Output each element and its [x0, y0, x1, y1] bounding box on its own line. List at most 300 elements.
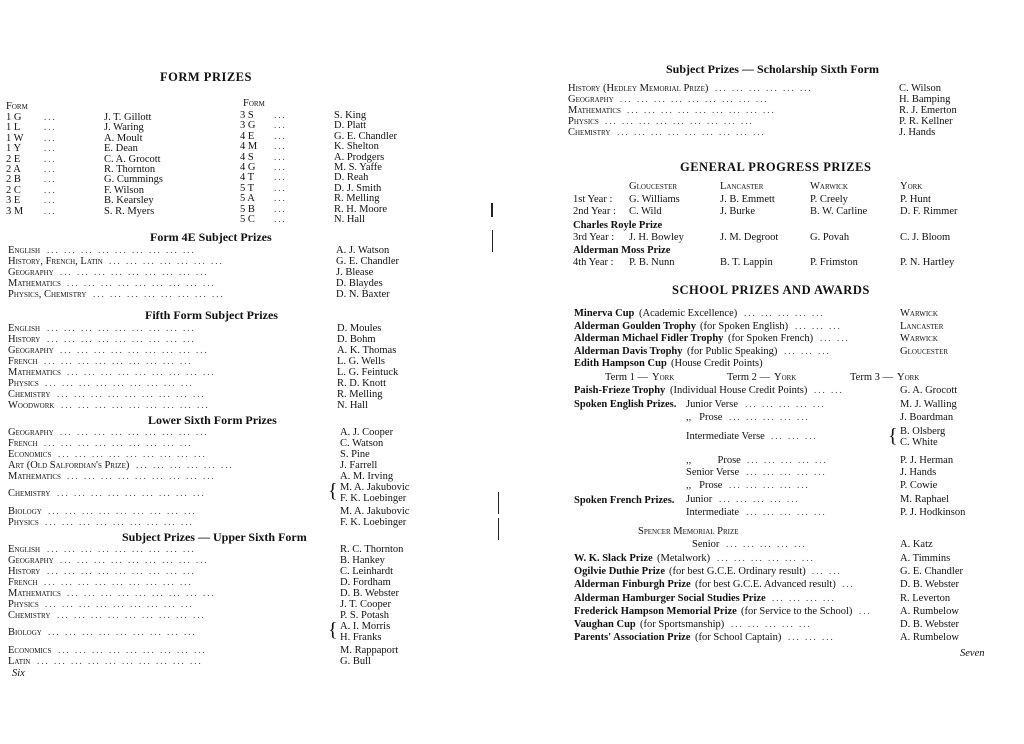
- leader-dots: ...: [44, 154, 57, 164]
- prize-winner: G. Williams: [629, 194, 680, 205]
- prize-winner: R. Thornton: [104, 164, 156, 175]
- lower-sixth-title: Lower Sixth Form Prizes: [148, 413, 277, 427]
- leader-dots: ... ... ...: [784, 346, 831, 356]
- prize-winner: P. Frimston: [810, 257, 858, 268]
- leader-dots: ... ... ... ... ...: [729, 412, 810, 422]
- form-code: 3 S: [240, 110, 254, 121]
- leader-dots: ... ... ... ... ... ... ... ... ...: [44, 577, 193, 587]
- prize-winner: D. Fordham: [340, 577, 391, 588]
- prize-winner: P. Cowie: [900, 480, 938, 491]
- leader-dots: ... ... ... ... ... ... ... ... ...: [47, 245, 196, 255]
- leader-dots: ... ... ... ... ... ... ... ... ...: [60, 345, 209, 355]
- subject-label: English: [8, 245, 41, 256]
- leader-dots: ... ... ... ... ... ... ... ... ...: [60, 427, 209, 437]
- category-label: Junior Verse: [686, 399, 739, 410]
- prize-winner: J. T. Gillott: [104, 112, 152, 123]
- prize-winner: J. Blease: [336, 267, 374, 278]
- term-label: Term 3 —: [850, 372, 894, 383]
- leader-dots: ... ... ... ... ... ... ... ... ...: [57, 488, 206, 498]
- brace-icon: {: [328, 480, 338, 502]
- leader-dots: ... ... ... ... ... ... ... ... ...: [67, 471, 216, 481]
- prize-winner: D. B. Webster: [900, 579, 960, 590]
- subject-label: French: [8, 577, 38, 588]
- prize-winner: H. Franks: [340, 632, 382, 643]
- leader-dots: ...: [274, 183, 287, 193]
- prize-title: W. K. Slack Prize: [574, 553, 653, 564]
- leader-dots: ...: [44, 164, 57, 174]
- leader-dots: ... ... ... ... ... ... ... ... ...: [605, 116, 754, 126]
- prize-title: Alderman Michael Fidler Trophy: [574, 333, 724, 344]
- spoken-french-label: Spoken French Prizes.: [574, 495, 675, 506]
- general-progress-title: GENERAL PROGRESS PRIZES: [680, 160, 872, 174]
- leader-dots: ... ... ... ... ... ... ... ... ...: [620, 94, 769, 104]
- prize-winner: B. W. Carline: [810, 206, 868, 217]
- prize-winner: L. G. Wells: [337, 356, 385, 367]
- prize-winner: R. Melling: [334, 193, 380, 204]
- leader-dots: ... ... ... ... ... ... ... ... ...: [47, 323, 196, 333]
- prize-winner: G. E. Chandler: [334, 131, 397, 142]
- leader-dots: ... ... ... ... ... ...: [717, 553, 815, 563]
- prize-title: Charles Royle Prize: [573, 220, 663, 231]
- form-4e-title: Form 4E Subject Prizes: [150, 230, 272, 244]
- leader-dots: ... ... ... ... ... ... ... ... ... ...: [37, 656, 203, 666]
- prize-winner: B. T. Lappin: [720, 257, 773, 268]
- prize-winner: M. A. Jakubovic: [340, 506, 410, 517]
- leader-dots: ... ... ... ... ... ... ... ... ...: [44, 438, 193, 448]
- prize-title: Parents' Association Prize: [574, 632, 691, 643]
- leader-dots: ... ... ... ... ...: [746, 467, 827, 477]
- leader-dots: ... ... ... ... ...: [745, 399, 826, 409]
- leader-dots: ... ... ... ...: [772, 593, 836, 603]
- subject-label: Geography: [8, 267, 54, 278]
- leader-dots: ... ... ... ... ...: [747, 455, 828, 465]
- prize-detail: (for Spoken French): [728, 333, 814, 344]
- prize-winner: L. G. Feintuck: [337, 367, 399, 378]
- leader-dots: ... ... ... ... ... ... ... ... ...: [44, 356, 193, 366]
- form-code: 5 C: [240, 214, 255, 225]
- leader-dots: ... ... ... ... ... ... ... ... ...: [60, 555, 209, 565]
- leader-dots: ... ...: [814, 385, 844, 395]
- prize-winner: R. J. Emerton: [899, 105, 957, 116]
- prize-winner: R. D. Knott: [337, 378, 387, 389]
- prize-detail: (for best G.C.E. Ordinary result): [669, 566, 806, 577]
- prize-winner: M. J. Walling: [900, 399, 957, 410]
- leader-dots: ... ... ...: [788, 632, 835, 642]
- prize-winner: K. Shelton: [334, 141, 379, 152]
- prize-winner: R. C. Thornton: [340, 544, 404, 555]
- prize-winner: M. A. Jakubovic: [340, 482, 410, 493]
- brace-icon: {: [328, 619, 338, 641]
- prize-winner: J. Hands: [899, 127, 936, 138]
- subject-label: Physics: [568, 116, 599, 127]
- prize-winner: D. N. Baxter: [336, 289, 390, 300]
- prize-detail: (for School Captain): [695, 632, 782, 643]
- subject-label: Mathematics: [8, 588, 61, 599]
- subject-label: History, French, Latin: [8, 256, 103, 267]
- prize-winner: G. Povah: [810, 232, 850, 243]
- prize-detail: (for best G.C.E. Advanced result): [695, 579, 836, 590]
- category-label: Senior Verse: [686, 467, 740, 478]
- prize-winner: D. Bohm: [337, 334, 376, 345]
- leader-dots: ...: [859, 606, 872, 616]
- term-label: Term 1 —: [605, 372, 649, 383]
- prize-winner: C. A. Grocott: [104, 154, 161, 165]
- leader-dots: ...: [44, 133, 57, 143]
- leader-dots: ... ... ... ... ...: [729, 480, 810, 490]
- prize-winner: D. B. Webster: [340, 588, 400, 599]
- subject-label: Economics: [8, 645, 52, 656]
- leader-dots: ...: [842, 579, 855, 589]
- prize-winner: J. Boardman: [900, 412, 954, 423]
- prize-title: Alderman Moss Prize: [573, 245, 671, 256]
- form-prizes-title: FORM PRIZES: [160, 70, 252, 84]
- subject-label: Physics: [8, 378, 39, 389]
- leader-dots: ... ... ... ... ... ...: [715, 83, 813, 93]
- prize-winner: C. J. Bloom: [900, 232, 951, 243]
- prize-winner: A. Rumbelow: [900, 606, 959, 617]
- prize-winner: S. King: [334, 110, 367, 121]
- prize-detail: (Individual House Credit Points): [670, 385, 808, 396]
- leader-dots: ... ... ... ... ... ... ... ... ...: [67, 367, 216, 377]
- leader-dots: ...: [44, 143, 57, 153]
- prize-winner: D. Blaydes: [336, 278, 383, 289]
- prize-title: Alderman Hamburger Social Studies Prize: [574, 593, 766, 604]
- prize-winner: P. S. Potash: [340, 610, 390, 621]
- leader-dots: ... ...: [820, 333, 850, 343]
- leader-dots: ...: [274, 162, 287, 172]
- leader-dots: ... ... ...: [771, 431, 818, 441]
- form-code: 4 T: [240, 172, 255, 183]
- prize-winner: S. Pine: [340, 449, 370, 460]
- form-code: 5 A: [240, 193, 255, 204]
- prize-detail: (House Credit Points): [671, 358, 763, 369]
- prize-title: Ogilvie Duthie Prize: [574, 566, 665, 577]
- leader-dots: ... ... ... ... ... ... ... ... ...: [48, 627, 197, 637]
- subject-label: Geography: [8, 555, 54, 566]
- prize-winner: J. Waring: [104, 122, 144, 133]
- subject-label: French: [8, 356, 38, 367]
- category-label: ,, Prose: [686, 480, 723, 491]
- prize-winner: A. Moult: [104, 133, 143, 144]
- leader-dots: ... ... ... ... ... ... ... ... ...: [45, 378, 194, 388]
- prize-winner: S. R. Myers: [104, 206, 155, 217]
- prize-winner: D. Moules: [337, 323, 382, 334]
- prize-winner: F. K. Loebinger: [340, 493, 407, 504]
- leader-dots: ...: [274, 204, 287, 214]
- subject-label: English: [8, 323, 41, 334]
- spoken-english-label: Spoken English Prizes.: [574, 399, 677, 410]
- prize-winner: A. Rumbelow: [900, 632, 959, 643]
- prize-winner: P. Creely: [810, 194, 848, 205]
- house-header: Lancaster: [720, 181, 764, 192]
- subject-label: Physics, Chemistry: [8, 289, 87, 300]
- leader-dots: ...: [274, 152, 287, 162]
- leader-dots: ...: [44, 122, 57, 132]
- prize-winner: A. Katz: [900, 539, 933, 550]
- prize-winner: J. T. Cooper: [340, 599, 391, 610]
- leader-dots: ...: [44, 195, 57, 205]
- form-code: 2 C: [6, 185, 21, 196]
- prize-winner: P. J. Hodkinson: [900, 507, 966, 518]
- form-code: 2 A: [6, 164, 21, 175]
- leader-dots: ...: [44, 185, 57, 195]
- form-code: 2 B: [6, 174, 21, 185]
- prize-winner: C. Wilson: [899, 83, 941, 94]
- prize-winner: N. Hall: [337, 400, 368, 411]
- winning-house: Gloucester: [900, 346, 949, 357]
- prize-winner: A. Prodgers: [334, 152, 385, 163]
- subject-label: Latin: [8, 656, 31, 667]
- subject-label: Chemistry: [568, 127, 611, 138]
- prize-winner: F. K. Loebinger: [340, 517, 407, 528]
- prize-winner: P. R. Kellner: [899, 116, 953, 127]
- subject-label: Mathematics: [8, 367, 61, 378]
- prize-title: Paish-Frieze Trophy: [574, 385, 666, 396]
- prize-title: Frederick Hampson Memorial Prize: [574, 606, 737, 617]
- leader-dots: ... ... ... ... ... ... ... ... ...: [47, 544, 196, 554]
- leader-dots: ... ... ... ... ...: [719, 494, 800, 504]
- prize-winner: J. M. Degroot: [720, 232, 779, 243]
- leader-dots: ... ...: [812, 566, 842, 576]
- year-label: 2nd Year :: [573, 206, 616, 217]
- leader-dots: ... ... ... ... ... ... ... ... ...: [48, 506, 197, 516]
- prize-detail: (for Service to the School): [741, 606, 853, 617]
- term-house: York: [652, 372, 675, 383]
- form-code: 2 E: [6, 154, 21, 165]
- gutter-mark: [498, 518, 499, 540]
- prize-winner: C. Leinhardt: [340, 566, 394, 577]
- prize-winner: A. K. Thomas: [337, 345, 397, 356]
- leader-dots: ...: [274, 110, 287, 120]
- house-header: York: [900, 181, 923, 192]
- prize-detail: (Academic Excellence): [639, 308, 738, 319]
- prize-winner: R. H. Moore: [334, 204, 388, 215]
- leader-dots: ...: [274, 141, 287, 151]
- folio-right: Seven: [960, 648, 985, 659]
- leader-dots: ... ... ... ... ... ... ... ... ...: [45, 599, 194, 609]
- prize-winner: P. B. Nunn: [629, 257, 675, 268]
- prize-title: Alderman Goulden Trophy: [574, 321, 696, 332]
- prize-winner: N. Hall: [334, 214, 365, 225]
- form-code: 5 B: [240, 204, 255, 215]
- category-label: Intermediate: [686, 507, 740, 518]
- prize-winner: J. Burke: [720, 206, 755, 217]
- prize-detail: (Metalwork): [657, 553, 711, 564]
- subject-label: Geography: [8, 427, 54, 438]
- leader-dots: ... ... ... ... ... ... ... ... ...: [57, 610, 206, 620]
- prize-winner: C. White: [900, 437, 938, 448]
- prize-winner: D. Reah: [334, 172, 369, 183]
- school-prizes-title: SCHOOL PRIZES AND AWARDS: [672, 283, 870, 297]
- category-label: Junior: [686, 494, 713, 505]
- subject-label: Chemistry: [8, 488, 51, 499]
- left-page: [0, 0, 470, 744]
- prize-winner: J. Hands: [900, 467, 937, 478]
- subject-label: Biology: [8, 506, 42, 517]
- prize-winner: B. Kearsley: [104, 195, 154, 206]
- prize-winner: D. Platt: [334, 120, 367, 131]
- prize-winner: A. Timmins: [900, 553, 951, 564]
- prize-winner: A. J. Cooper: [340, 427, 394, 438]
- category-label: Intermediate Verse: [686, 431, 765, 442]
- prize-winner: D. F. Rimmer: [900, 206, 958, 217]
- subject-label: Art (Old Salfordian's Prize): [8, 460, 130, 471]
- leader-dots: ...: [44, 112, 57, 122]
- winning-house: Warwick: [900, 308, 938, 319]
- leader-dots: ... ... ... ... ... ... ... ... ...: [627, 105, 776, 115]
- leader-dots: ... ... ... ... ... ... ... ... ...: [617, 127, 766, 137]
- prize-winner: R. Melling: [337, 389, 383, 400]
- prize-winner: A. J. Watson: [336, 245, 390, 256]
- prize-winner: M. Raphael: [900, 494, 949, 505]
- prize-title: Alderman Finburgh Prize: [574, 579, 691, 590]
- prize-winner: M. Rappaport: [340, 645, 399, 656]
- subject-label: History (Hedley Memorial Prize): [568, 83, 709, 94]
- leader-dots: ... ... ... ... ... ... ... ... ...: [57, 389, 206, 399]
- prize-title: Edith Hampson Cup: [574, 358, 667, 369]
- form-code: 1 L: [6, 122, 21, 133]
- form-code: 3 G: [240, 120, 256, 131]
- year-label: 1st Year :: [573, 194, 613, 205]
- subject-label: Chemistry: [8, 389, 51, 400]
- prize-winner: G. E. Chandler: [900, 566, 963, 577]
- category-label: ,, Prose: [686, 412, 723, 423]
- subject-label: Physics: [8, 517, 39, 528]
- prize-winner: D. J. Smith: [334, 183, 382, 194]
- leader-dots: ... ... ... ... ... ... ... ... ...: [58, 645, 207, 655]
- prize-winner: A. I. Morris: [340, 621, 391, 632]
- fifth-form-title: Fifth Form Subject Prizes: [145, 308, 278, 322]
- leader-dots: ...: [274, 131, 287, 141]
- scholarship-title: Subject Prizes — Scholarship Sixth Form: [666, 62, 879, 76]
- upper-sixth-title: Subject Prizes — Upper Sixth Form: [122, 530, 307, 544]
- prize-title: Minerva Cup: [574, 308, 635, 319]
- prize-winner: B. Olsberg: [900, 426, 946, 437]
- term-house: York: [897, 372, 920, 383]
- leader-dots: ...: [274, 120, 287, 130]
- prize-winner: F. Wilson: [104, 185, 144, 196]
- leader-dots: ... ... ... ... ...: [731, 619, 812, 629]
- subject-label: History: [8, 334, 41, 345]
- year-label: 3rd Year :: [573, 232, 615, 243]
- leader-dots: ... ... ... ... ... ... ... ... ...: [47, 334, 196, 344]
- prize-winner: C. Watson: [340, 438, 384, 449]
- form-code: 4 M: [240, 141, 258, 152]
- leader-dots: ...: [44, 206, 57, 216]
- term-label: Term 2 —: [727, 372, 771, 383]
- gutter-mark: [498, 492, 499, 514]
- spencer-title: Spencer Memorial Prize: [638, 526, 739, 537]
- form-code: 5 T: [240, 183, 255, 194]
- subject-label: English: [8, 544, 41, 555]
- leader-dots: ... ... ... ... ... ... ... ... ...: [45, 517, 194, 527]
- subject-label: Biology: [8, 627, 42, 638]
- gutter-mark: [492, 230, 493, 252]
- leader-dots: ... ... ...: [795, 321, 842, 331]
- leader-dots: ... ... ... ... ... ... ... ... ...: [67, 588, 216, 598]
- form-col-header-2: Form: [243, 98, 265, 109]
- subject-label: Geography: [8, 345, 54, 356]
- subject-label: Mathematics: [8, 278, 61, 289]
- leader-dots: ... ... ... ... ...: [744, 308, 825, 318]
- prize-winner: P. N. Hartley: [900, 257, 955, 268]
- category-label: Senior: [692, 539, 720, 550]
- leader-dots: ...: [44, 174, 57, 184]
- prize-title: Alderman Davis Trophy: [574, 346, 683, 357]
- year-label: 4th Year :: [573, 257, 614, 268]
- term-house: York: [774, 372, 797, 383]
- form-code: 4 G: [240, 162, 256, 173]
- subject-label: Mathematics: [8, 471, 61, 482]
- brace-icon: {: [888, 425, 898, 447]
- form-code: 1 G: [6, 112, 22, 123]
- form-col-header: Form: [6, 101, 28, 112]
- leader-dots: ... ... ... ... ...: [726, 539, 807, 549]
- form-code: 4 E: [240, 131, 255, 142]
- leader-dots: ... ... ... ... ... ... ... ... ...: [61, 400, 210, 410]
- leader-dots: ... ... ... ... ... ... ... ... ...: [60, 267, 209, 277]
- leader-dots: ... ... ... ... ... ...: [136, 460, 234, 470]
- form-code: 3 M: [6, 206, 24, 217]
- leader-dots: ... ... ... ... ... ... ... ... ...: [47, 566, 196, 576]
- form-code: 1 Y: [6, 143, 22, 154]
- leader-dots: ... ... ... ... ... ... ... ... ...: [58, 449, 207, 459]
- prize-winner: G. Bull: [340, 656, 371, 667]
- leader-dots: ... ... ... ... ... ... ... ...: [93, 289, 225, 299]
- prize-winner: B. Hankey: [340, 555, 385, 566]
- prize-winner: G. Cummings: [104, 174, 163, 185]
- category-label: ,, Prose: [686, 455, 741, 466]
- leader-dots: ... ... ... ... ... ... ... ... ...: [67, 278, 216, 288]
- leader-dots: ...: [274, 172, 287, 182]
- form-code: 4 S: [240, 152, 254, 163]
- subject-label: French: [8, 438, 38, 449]
- leader-dots: ...: [274, 214, 287, 224]
- folio-left: Six: [12, 668, 25, 679]
- prize-winner: A. M. Irving: [340, 471, 394, 482]
- winning-house: Warwick: [900, 333, 938, 344]
- house-header: Warwick: [810, 181, 848, 192]
- subject-label: Economics: [8, 449, 52, 460]
- house-header: Gloucester: [629, 181, 678, 192]
- prize-detail: (for Spoken English): [700, 321, 789, 332]
- prize-winner: R. Leverton: [900, 593, 951, 604]
- form-code: 3 E: [6, 195, 21, 206]
- leader-dots: ...: [274, 193, 287, 203]
- leader-dots: ... ... ... ... ...: [746, 507, 827, 517]
- prize-winner: E. Dean: [104, 143, 138, 154]
- prize-detail: (for Public Speaking): [687, 346, 778, 357]
- prize-detail: (for Sportsmanship): [640, 619, 725, 630]
- prize-winner: J. Farrell: [340, 460, 378, 471]
- prize-winner: P. J. Herman: [900, 455, 954, 466]
- gutter-mark: [491, 203, 493, 217]
- subject-label: Chemistry: [8, 610, 51, 621]
- subject-label: Mathematics: [568, 105, 621, 116]
- subject-label: Physics: [8, 599, 39, 610]
- right-page: [560, 0, 1010, 744]
- prize-title: Vaughan Cup: [574, 619, 636, 630]
- prize-winner: M. S. Yaffe: [334, 162, 382, 173]
- prize-winner: J. H. Bowley: [629, 232, 684, 243]
- subject-label: History: [8, 566, 41, 577]
- prize-winner: G. A. Grocott: [900, 385, 958, 396]
- prize-winner: J. B. Emmett: [720, 194, 775, 205]
- prize-winner: D. B. Webster: [900, 619, 960, 630]
- prize-winner: P. Hunt: [900, 194, 931, 205]
- prize-winner: H. Bamping: [899, 94, 951, 105]
- subject-label: Woodwork: [8, 400, 55, 411]
